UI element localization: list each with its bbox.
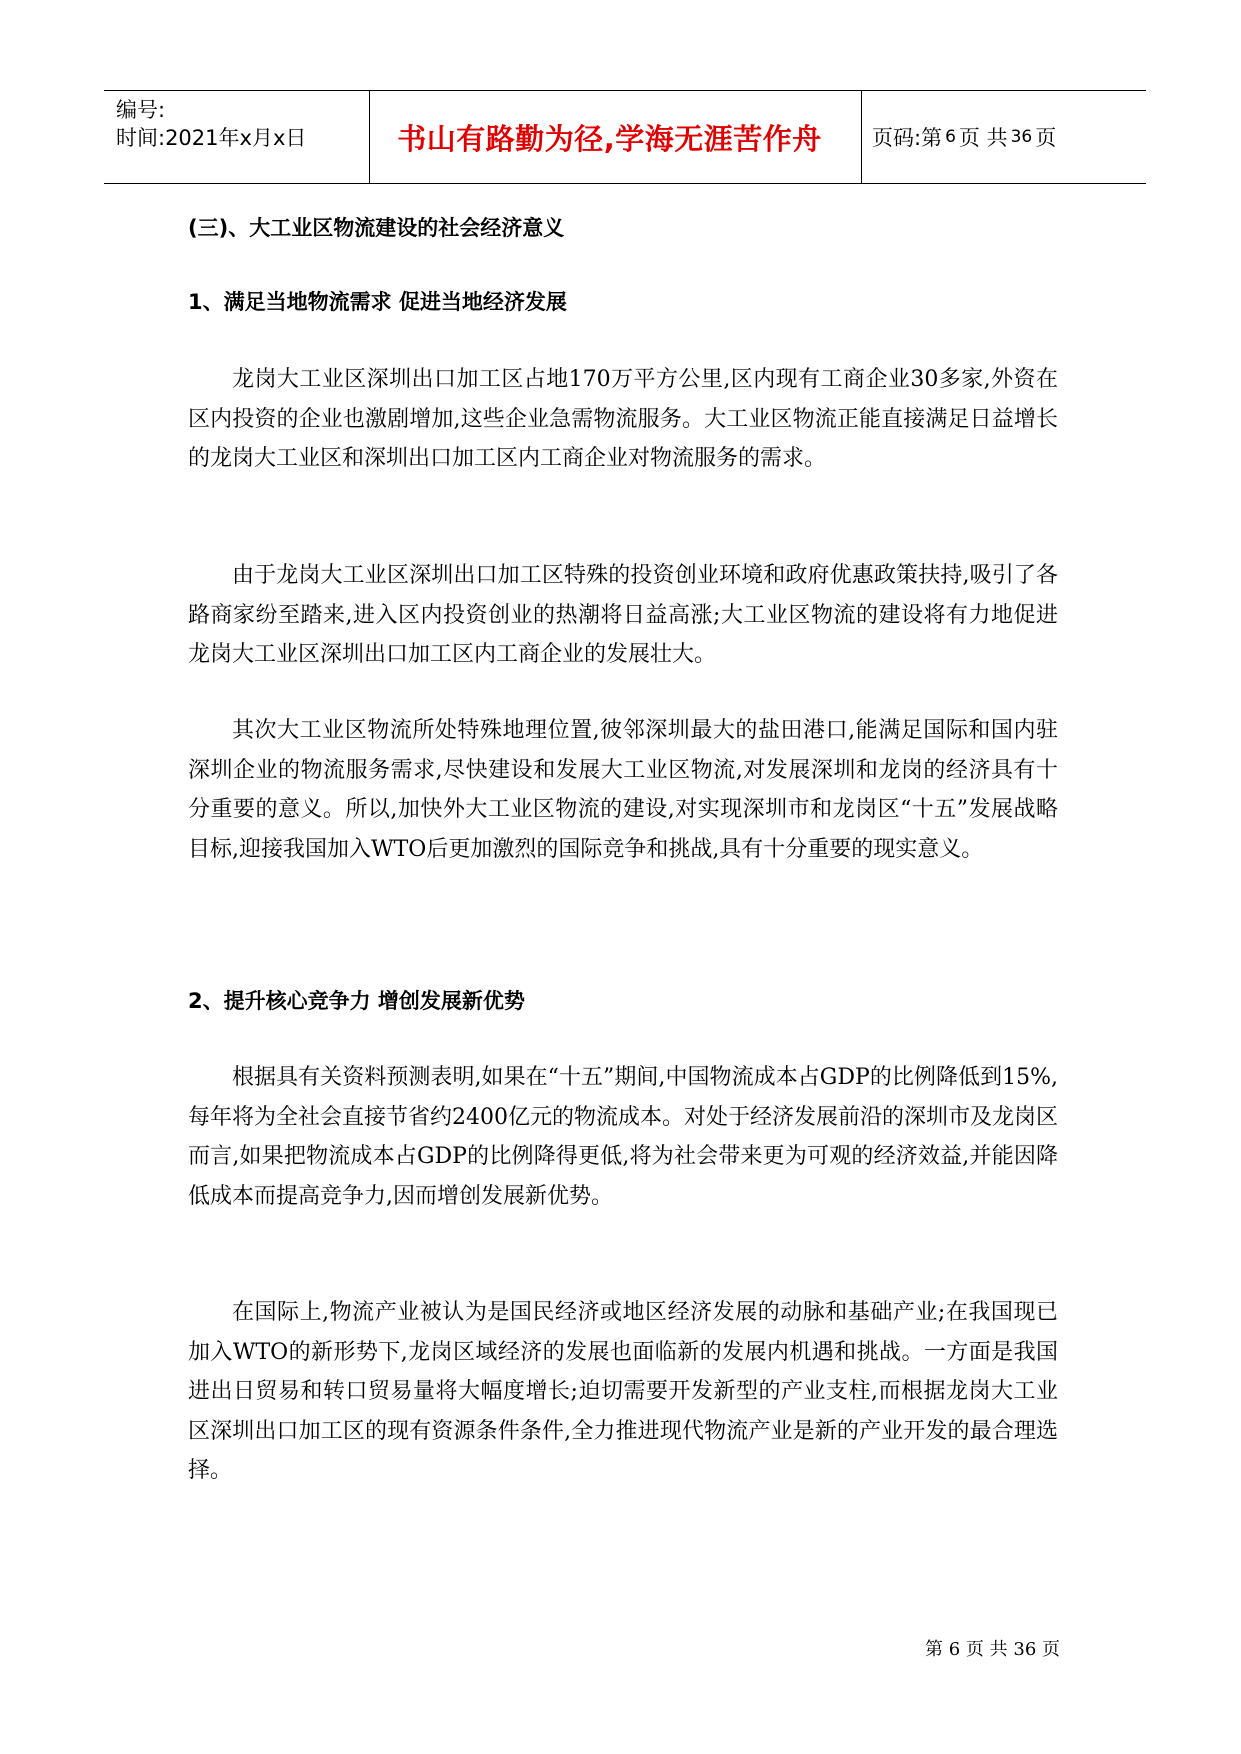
- page-mid: 页 共: [958, 126, 1008, 150]
- subsection-title-2: 2、提升核心竞争力 增创发展新优势: [188, 989, 525, 1013]
- header-page-number: [872, 91, 1142, 183]
- page-suffix: 页: [1035, 126, 1057, 150]
- section-title: (三)、大工业区物流建设的社会经济意义: [188, 216, 565, 240]
- page-total: 36: [1010, 127, 1033, 147]
- header-motto: 书山有路勤为径,学海无涯苦作舟: [397, 121, 822, 156]
- paragraph: 其次大工业区物流所处特殊地理位置,彼邻深圳最大的盐田港口,能满足国际和国内驻深圳企业的物流服务需求,尽快建设和发展大工业区物流,对发展深圳和龙岗的经济具有十分重要的意义。所以,加快外大工业区物流的建设,对实现深圳市和龙岗区“十五”发展战略目标,迎接我国加入WTO后更加激烈的国际竞争和挑战,具有十分重要的现实意义。: [188, 718, 1058, 862]
- page-footer: 第 6 页 共 36 页: [925, 1639, 1060, 1660]
- header-divider: [861, 91, 862, 183]
- page-header: [104, 90, 1146, 184]
- paragraph: 在国际上,物流产业被认为是国民经济或地区经济发展的动脉和基础产业;在我国现已加入WTO的新形势下,龙岗区域经济的发展也面临新的发展内机遇和挑战。一方面是我国进出日贸易和转口贸易量将大幅度增长;迫切需要开发新型的产业支柱,而根据龙岗大工业区深圳出口加工区的现有资源条件条件,全力推进现代物流产业是新的产业开发的最合理选择。: [188, 1300, 1058, 1483]
- subsection-title-1: 1、满足当地物流需求 促进当地经济发展: [188, 290, 567, 314]
- paragraph: 龙岗大工业区深圳出口加工区占地170万平方公里,区内现有工商企业30多家,外资在区内投资的企业也激剧增加,这些企业急需物流服务。大工业区物流正能直接满足日益增长的龙岗大工业区和深圳出口加工区内工商企业对物流服务的需求。: [188, 367, 1058, 471]
- number-label: 编号:: [116, 98, 166, 122]
- paragraph: 根据具有关资料预测表明,如果在“十五”期间,中国物流成本占GDP的比例降低到15%,每年将为全社会直接节省约2400亿元的物流成本。对处于经济发展前沿的深圳市及龙岗区而言,如果把物流成本占GDP的比例降得更低,将为社会带来更为可观的经济效益,并能因降低成本而提高竞争力,因而增创发展新优势。: [188, 1065, 1058, 1209]
- time-label: 时间:2021年x月x日: [116, 126, 307, 150]
- paragraph: 由于龙岗大工业区深圳出口加工区特殊的投资创业环境和政府优惠政策扶持,吸引了各路商家纷至踏来,进入区内投资创业的热潮将日益高涨;大工业区物流的建设将有力地促进龙岗大工业区深圳出口加工区内工商企业的发展壮大。: [188, 563, 1058, 667]
- page-num: 6: [945, 127, 956, 147]
- page-prefix: 页码:第: [872, 126, 943, 150]
